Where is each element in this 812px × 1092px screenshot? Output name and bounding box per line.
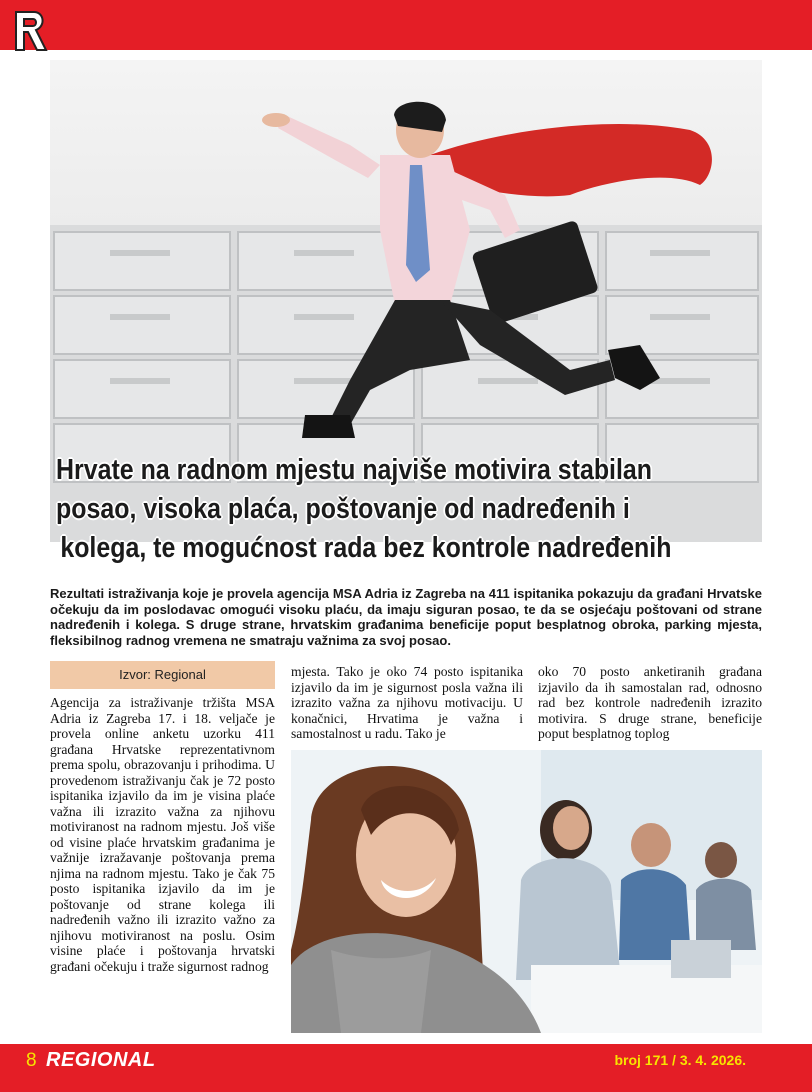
office-photo — [291, 750, 762, 1033]
article-column-2: mjesta. Tako je oko 74 posto ispitanika izjavilo da im je sigurnost posla važna ili izrazito važna za njihovu motivaciju. U konačnici, Hrvatima je važna i samostalnost u radu. Tako je — [291, 664, 523, 741]
headline-line-3: kolega, te mogućnost rada bez kontrole nadređenih — [60, 532, 672, 564]
article-headline — [50, 451, 672, 568]
article-column-1: Agencija za istraživanje tržišta MSA Adria iz Zagreba 17. i 18. veljače je provela online anketu uzorku 411 građana Hrvatske reprezentativnom prema spolu, obrazovanju i prihodima. U provedenom istraživanju čak je 72 posto ispitanika izjavilo da im je visina plaće važna ili izrazito važna za njihovu motiviranost na radnom mjestu. Još više od visine plaće hrvatskim građanima je važnije izražavanje poštovanja prema njima na radnom mjestu. Tako je čak 75 posto ispitanika izjavilo da im je poštovanje od strane kolega ili nadređenih važno ili izrazito važno za njihovu motiviranost na poslu. Osim visine plaće i poštovanja hrvatski građani očekuju i traže sigurnost radnog — [50, 695, 275, 974]
regional-r-logo-icon — [4, 2, 50, 62]
top-red-bar — [0, 0, 812, 50]
headline-line-1: Hrvate na radnom mjestu najviše motivira stabilan — [56, 454, 653, 486]
smiling-woman-office-photo — [291, 750, 762, 1033]
article-column-3: oko 70 posto anketiranih građana izjavilo da ih samostalan rad, odnosno rad bez kontrole nadređenih izrazito motivira. S druge strane, beneficije poput besplatnog toplog — [538, 664, 762, 741]
article-lead: Rezultati istraživanja koje je provela agencija MSA Adria iz Zagreba na 411 ispitanika pokazuju da građani Hrvatske očekuju da im poslodavac omogući visoku plaću, da imaju siguran posao, te da se osjećaju poštovani od strane nadređenih i kolega. S druge strane, hrvatskim građanima beneficije poput besplatnog obroka, parking mjesta, fleksibilnog radnog vremena ne smatraju važnima za svoj posao. — [50, 586, 762, 648]
page-number: 8 — [26, 1050, 37, 1071]
brand-logo: REGIONAL — [46, 1049, 156, 1071]
source-label: Izvor: Regional — [50, 661, 275, 689]
headline-line-2: posao, visoka plaća, poštovanje od nadređenih i — [56, 493, 630, 525]
issue-info: broj 171 / 3. 4. 2026. — [614, 1052, 746, 1068]
